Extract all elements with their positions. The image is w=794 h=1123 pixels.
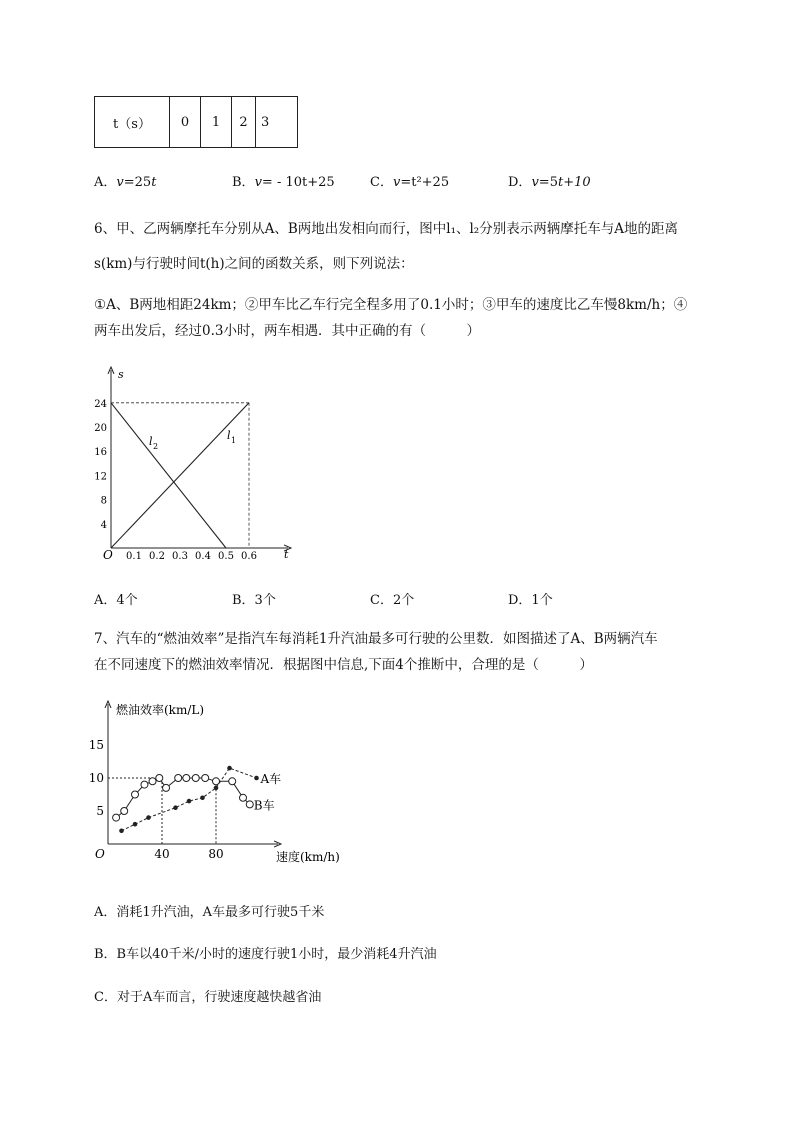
series-label-b: B车 — [253, 798, 275, 813]
data-point — [229, 778, 236, 785]
y-tick-label: 16 — [94, 447, 107, 459]
x-tick-label: 0.1 — [126, 551, 142, 562]
origin-label: O — [95, 847, 105, 861]
data-point — [227, 766, 232, 771]
y-tick-label: 5 — [96, 804, 104, 818]
q6-option-b: B．3个 — [232, 593, 276, 608]
data-point — [156, 775, 163, 782]
x-axis-label: 速度(km/h) — [276, 850, 340, 864]
q5-option-c: C．v=t²+25 — [370, 175, 450, 190]
data-point — [121, 808, 128, 815]
series-label-l2: l — [149, 435, 153, 448]
y-tick-label: 20 — [94, 423, 107, 434]
q5-option-d: D．v=5t+10 — [508, 175, 591, 190]
y-tick-label: 8 — [100, 495, 107, 507]
y-axis-label: s — [118, 368, 124, 381]
q6-line1: 6、甲、乙两辆摩托车分别从A、B两地出发相向而行，图中l₁、l₂分别表示两辆摩托车与A地的距离 — [94, 221, 678, 237]
data-point — [119, 829, 124, 834]
table-cell: 2 — [232, 97, 256, 148]
x-axis-label: t — [284, 548, 289, 561]
x-tick-label: 80 — [208, 847, 224, 861]
data-point — [200, 796, 205, 801]
series-line-l1 — [111, 403, 249, 548]
q5-option-b: B．v= - 10t+25 — [232, 175, 335, 190]
table-cell: 0 — [170, 97, 201, 148]
q7-option-b: B．B车以40千米/小时的速度行驶1小时，最少消耗4升汽油 — [94, 947, 437, 962]
q6-stem — [94, 216, 734, 277]
y-tick-label: 4 — [100, 519, 107, 531]
data-point — [240, 794, 247, 801]
fuel-efficiency-chart — [88, 698, 358, 868]
q5-option-a: A．v=25t — [94, 175, 157, 190]
data-point — [175, 775, 182, 782]
y-tick-label: 15 — [88, 738, 104, 752]
series-sub-l1: 1 — [231, 436, 237, 445]
distance-time-chart — [90, 362, 310, 572]
x-tick-label: 40 — [154, 847, 170, 861]
data-point — [187, 799, 192, 804]
data-point — [163, 784, 170, 791]
series-sub-l2: 2 — [153, 442, 159, 451]
y-tick-label: 12 — [94, 471, 107, 483]
y-tick-label: 24 — [94, 398, 107, 410]
q6-line2: s(km)与行驶时间t(h)之间的函数关系，则下列说法： — [94, 256, 414, 272]
q6-stmt1: ①A、B两地相距24km；②甲车比乙车行完全程多用了0.1小时；③甲车的速度比乙车慢8km/h；④ — [94, 297, 688, 313]
x-tick-label: 0.4 — [195, 551, 211, 562]
data-point — [132, 791, 139, 798]
data-point — [183, 775, 190, 782]
data-point — [246, 801, 253, 808]
time-table — [94, 96, 298, 148]
data-point — [254, 776, 259, 781]
q7-option-a: A．消耗1升汽油，A车最多可行驶5千米 — [94, 905, 325, 920]
table-cell: 3 — [256, 97, 298, 148]
series-label-a: A车 — [260, 772, 282, 786]
data-point — [214, 786, 219, 791]
series-line-l2 — [111, 403, 226, 548]
data-point — [133, 822, 138, 827]
q7-line1: 7、汽车的“燃油效率”是指汽车每消耗1升汽油最多可行驶的公里数．如图描述了A、B两辆汽车 — [94, 631, 658, 647]
q6-option-d: D．1个 — [508, 593, 553, 608]
x-tick-label: 0.6 — [241, 551, 257, 562]
data-point — [146, 815, 151, 820]
data-point — [149, 778, 156, 785]
data-point — [192, 775, 199, 782]
q7-stem — [94, 626, 734, 678]
q7-option-c: C．对于A车而言，行驶速度越快越省油 — [94, 990, 322, 1005]
y-tick-label: 10 — [88, 771, 104, 785]
data-point — [141, 781, 148, 788]
data-point — [213, 778, 220, 785]
x-tick-label: 0.3 — [172, 551, 188, 562]
origin-label: O — [103, 548, 113, 562]
q6-stmt2: 两车出发后，经过0.3小时，两车相遇．其中正确的有（ ） — [94, 323, 480, 339]
q6-statements — [94, 292, 734, 344]
x-tick-label: 0.5 — [218, 551, 234, 562]
x-tick-label: 0.2 — [149, 551, 165, 562]
data-point — [173, 805, 178, 810]
series-label-l1: l — [227, 429, 231, 442]
q6-option-a: A．4个 — [94, 593, 138, 608]
data-point — [113, 814, 120, 821]
table-header-cell: t（s） — [95, 97, 170, 148]
q6-option-c: C．2个 — [370, 593, 415, 608]
table-cell: 1 — [201, 97, 232, 148]
y-axis-label: 燃油效率(km/L) — [116, 703, 205, 717]
data-point — [202, 775, 209, 782]
q7-line2: 在不同速度下的燃油效率情况．根据图中信息,下面4个推断中，合理的是（ ） — [94, 657, 593, 673]
